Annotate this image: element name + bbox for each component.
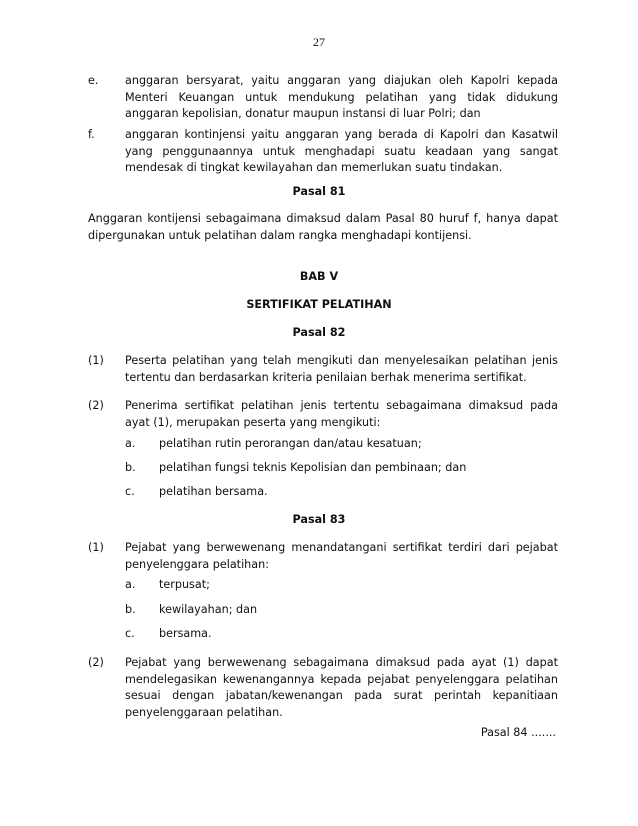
pasal-82-ayat-2 (88, 398, 558, 431)
page-number: 27 (313, 35, 325, 49)
sub-text: pelatihan bersama. (159, 485, 268, 498)
sub-label: a. (125, 437, 136, 450)
ayat-text: Peserta pelatihan yang telah mengikuti dan menyelesaikan pelatihan jenis tertentu dan berdasarkan kriteria penilaian berhak menerima sertifikat. (125, 354, 558, 384)
sub-text: kewilayahan; dan (159, 603, 258, 616)
pasal-83-heading: Pasal 83 (292, 513, 346, 526)
ayat-label: (1) (88, 354, 104, 367)
bab-heading: BAB V (299, 270, 339, 283)
sub-item-c (125, 626, 555, 643)
sub-item-a (125, 577, 555, 594)
item-label: f. (88, 128, 95, 141)
ayat-text: Penerima sertifikat pelatihan jenis tertentu sebagaimana dimaksud pada ayat (1), merupakan peserta yang mengikuti: (125, 399, 558, 429)
sub-item-a (125, 436, 555, 453)
item-label: e. (88, 74, 99, 87)
pasal-83-ayat-1 (88, 540, 558, 573)
list-item-e (88, 73, 558, 123)
sub-label: c. (125, 627, 135, 640)
sub-item-c (125, 484, 555, 501)
item-text: anggaran kontinjensi yaitu anggaran yang berada di Kapolri dan Kasatwil yang penggunaannya untuk menghadapi suatu keadaan yang sangat mendesak di tingkat kewilayahan dan memerlukan suatu tindakan. (125, 128, 558, 174)
sub-label: b. (125, 461, 136, 474)
pasal-82-ayat-1 (88, 353, 558, 386)
item-text: anggaran bersyarat, yaitu anggaran yang diajukan oleh Kapolri kepada Menteri Keuangan untuk mendukung pelatihan yang tidak didukung anggaran kepolisian, donatur maupun instansi di luar Polri; dan (125, 74, 558, 120)
ayat-label: (2) (88, 656, 104, 669)
pasal-81-text: Anggaran kontijensi sebagaimana dimaksud dalam Pasal 80 huruf f, hanya dapat dipergunakan untuk pelatihan dalam rangka menghadapi kontijensi. (88, 212, 558, 242)
sub-text: pelatihan rutin perorangan dan/atau kesatuan; (159, 437, 422, 450)
ayat-label: (2) (88, 399, 104, 412)
ayat-text: Pejabat yang berwewenang menandatangani sertifikat terdiri dari pejabat penyelenggara pelatihan: (125, 541, 558, 571)
pasal-82-heading: Pasal 82 (292, 326, 346, 339)
sub-text: terpusat; (159, 578, 210, 591)
pasal-83-ayat-2 (88, 655, 558, 721)
ayat-text: Pejabat yang berwewenang sebagaimana dimaksud pada ayat (1) dapat mendelegasikan kewenangannya kepada pejabat penyelenggara pelatihan sesuai dengan jabatan/kewenangan pada surat perintah kepanitiaan penyelenggaraan pelatihan. (125, 656, 558, 719)
sub-label: c. (125, 485, 135, 498)
sub-text: pelatihan fungsi teknis Kepolisian dan pembinaan; dan (159, 461, 467, 474)
sub-item-b (125, 460, 555, 477)
bab-title: SERTIFIKAT PELATIHAN (246, 298, 392, 311)
next-page-catchword: Pasal 84 ....... (480, 726, 556, 739)
list-item-f (88, 127, 558, 177)
sub-item-b (125, 602, 555, 619)
pasal-81-heading: Pasal 81 (292, 185, 346, 198)
sub-label: b. (125, 603, 136, 616)
ayat-label: (1) (88, 541, 104, 554)
sub-text: bersama. (159, 627, 212, 640)
sub-label: a. (125, 578, 136, 591)
